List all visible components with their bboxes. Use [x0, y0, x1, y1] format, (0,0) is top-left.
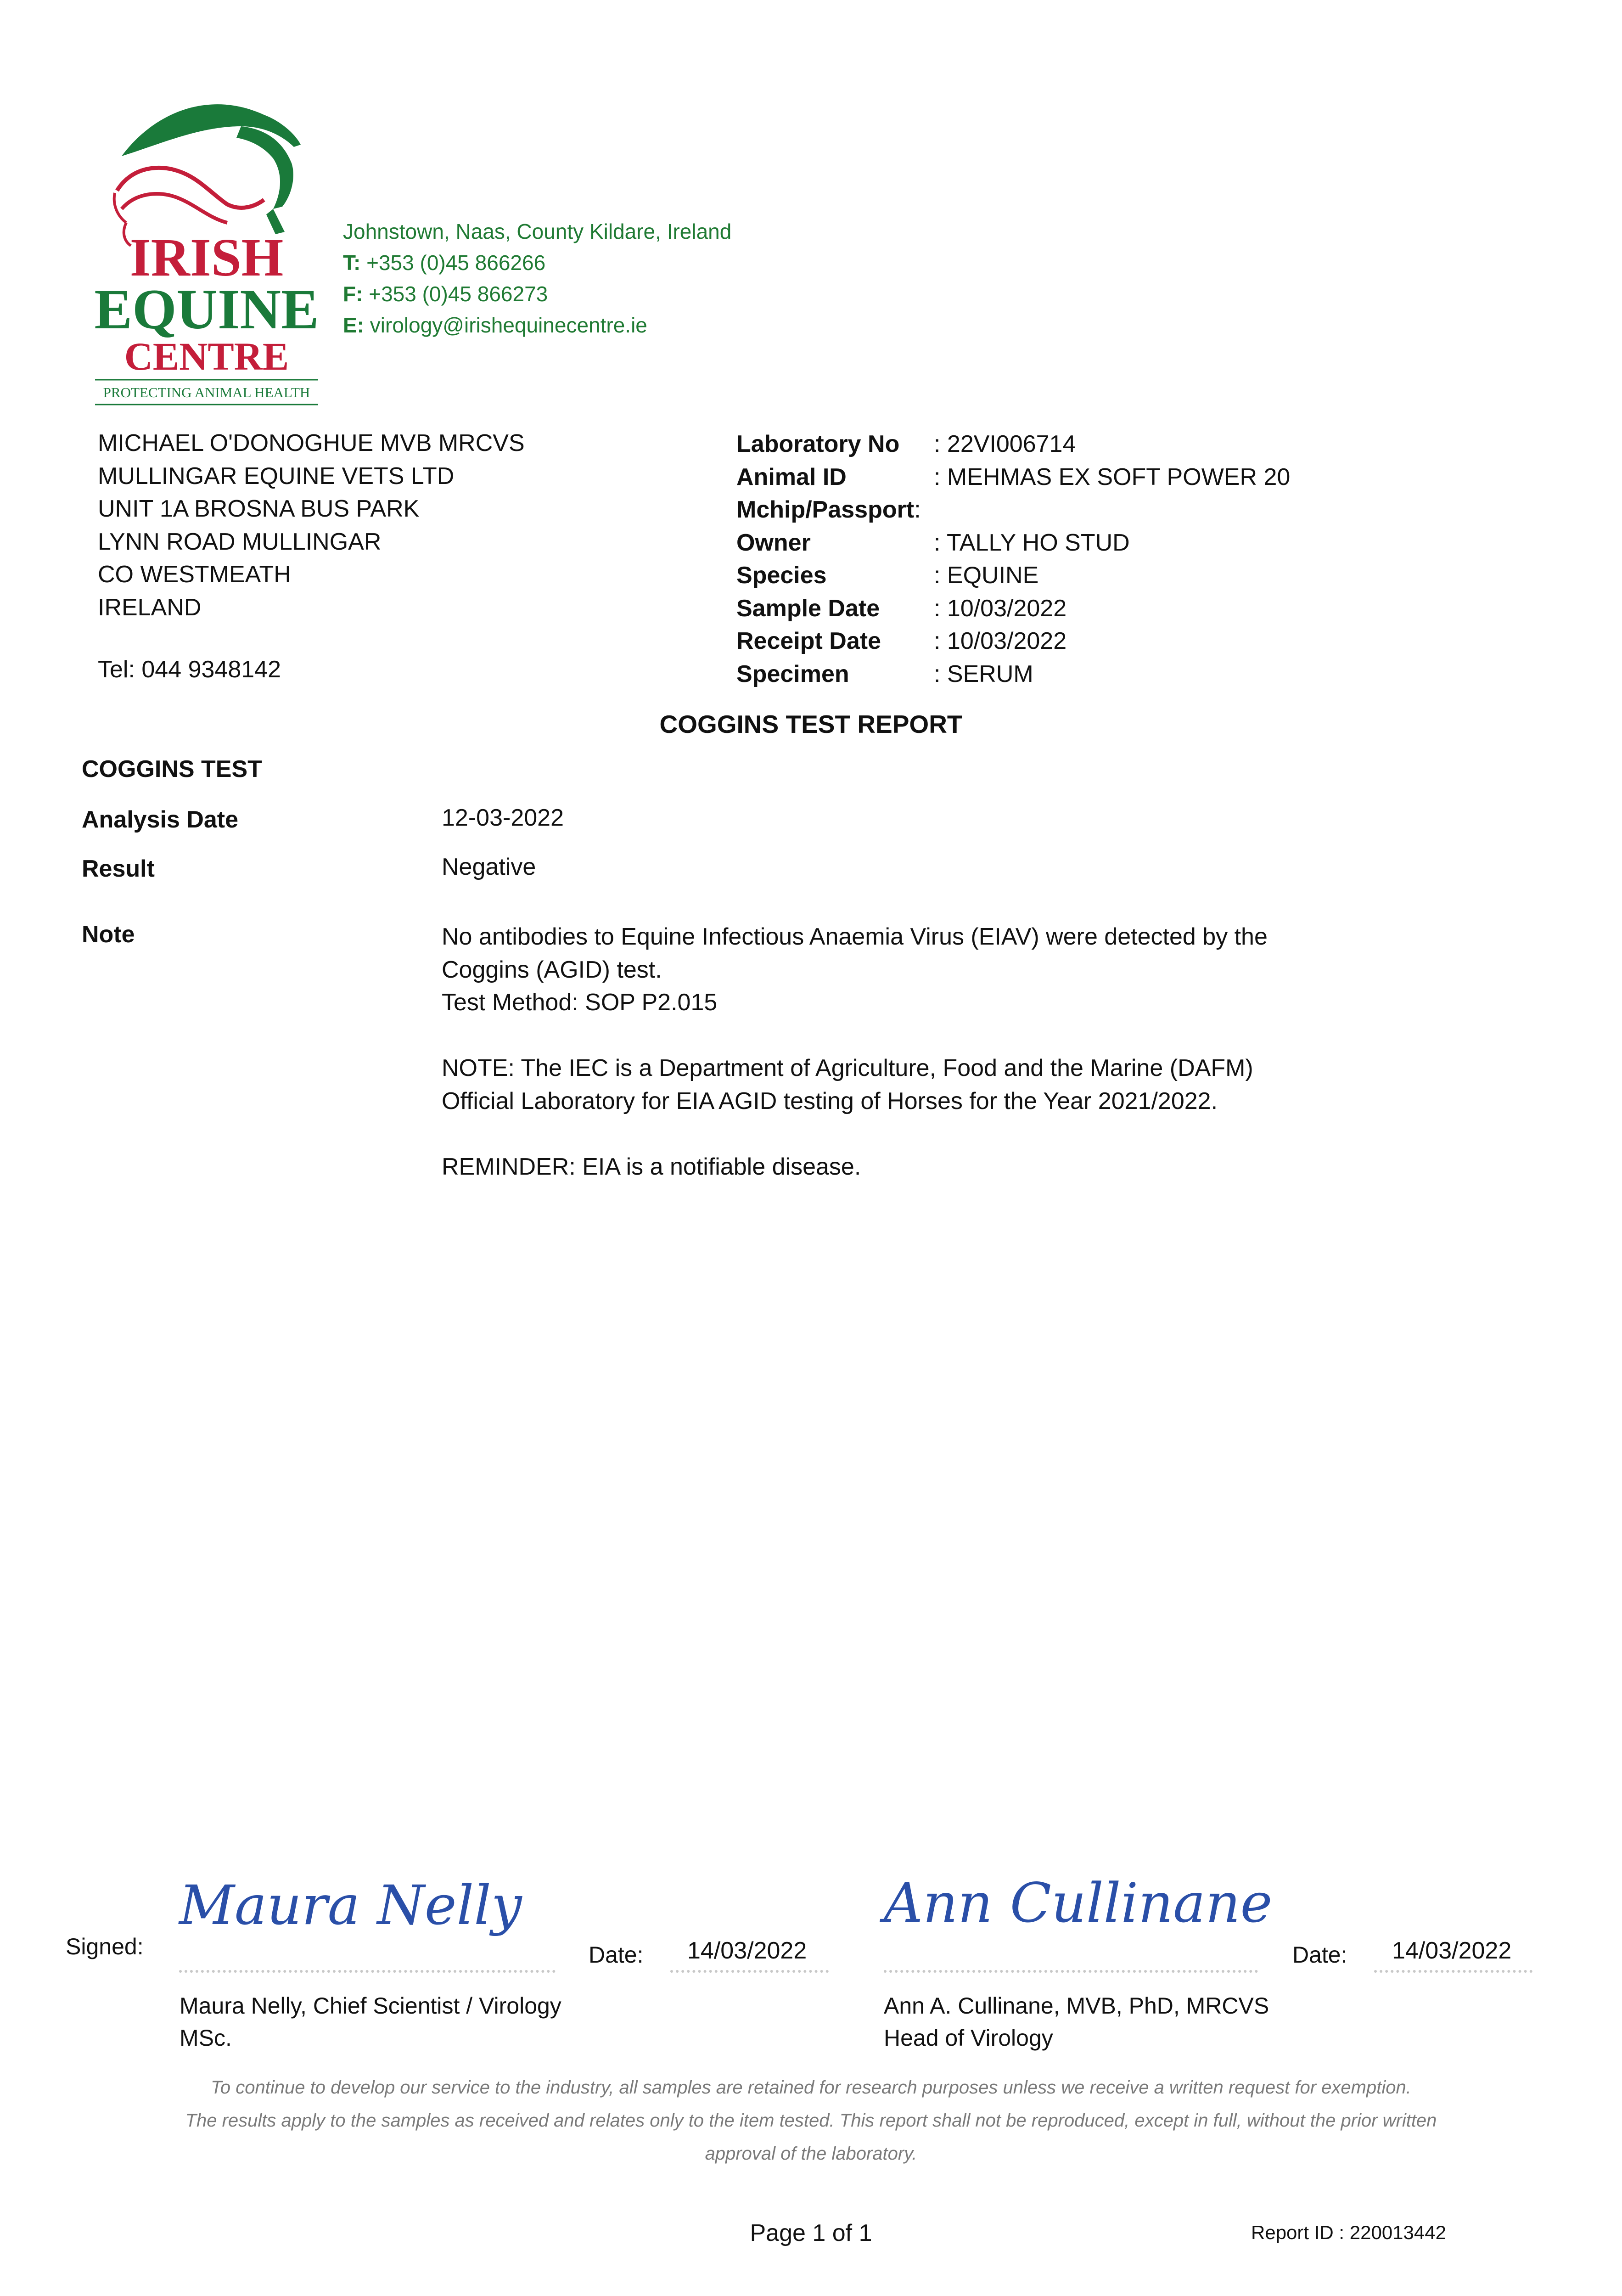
date-label-left: Date: [589, 1942, 644, 1968]
note-line: REMINDER: EIA is a notifiable disease. [442, 1153, 861, 1180]
page-number: Page 1 of 1 [750, 2220, 872, 2246]
signature-line-right [884, 1970, 1258, 1973]
note-line: Test Method: SOP P2.015 [442, 989, 718, 1016]
detail-label: Owner [736, 529, 811, 556]
address-line: IRELAND [98, 594, 202, 621]
logo-tagline: PROTECTING ANIMAL HEALTH [103, 384, 310, 400]
lab-address: Johnstown, Naas, County Kildare, Ireland [343, 219, 732, 243]
note-line: NOTE: The IEC is a Department of Agriculture, Food and the Marine (DAFM) Official Laboratory for EIA AGID testing of Horses for the Year 2021/2022. [442, 1055, 1253, 1114]
note-body [442, 921, 1314, 1216]
detail-value: : 22VI006714 [934, 431, 1076, 457]
result-label: Result [82, 855, 155, 882]
signature-line-left [179, 1970, 556, 1973]
detail-row [736, 428, 1290, 461]
signature-maura-nelly: Maura Nelly [179, 1874, 522, 1937]
analysis-date-label: Analysis Date [82, 806, 239, 833]
detail-label: Sample Date [736, 595, 880, 622]
address-line: LYNN ROAD MULLINGAR [98, 528, 382, 555]
lab-fax: F: +353 (0)45 866273 [343, 282, 548, 306]
footer-disclaimer [138, 2071, 1484, 2170]
note-label: Note [82, 921, 135, 948]
detail-label: Laboratory No [736, 431, 900, 457]
test-heading: COGGINS TEST [82, 756, 262, 782]
detail-value: : 10/03/2022 [934, 595, 1067, 622]
detail-row [736, 625, 1290, 658]
logo-centre-text: CENTRE [124, 334, 289, 378]
detail-value: : EQUINE [934, 562, 1039, 589]
address-line: MICHAEL O'DONOGHUE MVB MRCVS [98, 430, 525, 456]
address-line: UNIT 1A BROSNA BUS PARK [98, 495, 420, 522]
lab-email: E: virology@irishequinecentre.ie [343, 313, 647, 337]
logo-irish-text: IRISH [129, 227, 284, 287]
date-line-right [1374, 1970, 1532, 1973]
date-line-left [670, 1970, 829, 1973]
irish-equine-centre-logo [90, 94, 324, 411]
note-line: No antibodies to Equine Infectious Anaemia Virus (EIAV) were detected by the Coggins (AGID) test. [442, 923, 1268, 983]
detail-value: : MEHMAS EX SOFT POWER 20 [934, 463, 1291, 490]
detail-row [736, 494, 1290, 527]
logo-equine-text: EQUINE [94, 278, 319, 341]
detail-value: : [914, 496, 921, 523]
address-line: MULLINGAR EQUINE VETS LTD [98, 462, 455, 490]
signatory-right [884, 1990, 1269, 2054]
signatory-left-title: MSc. [180, 2025, 232, 2051]
date-label-right: Date: [1292, 1942, 1347, 1968]
signatory-left [180, 1990, 561, 2054]
footer-note-results: The results apply to the samples as received and relates only to the item tested. This report shall not be reproduced, except in full, without the prior written approval of the laboratory. [185, 2110, 1437, 2164]
result-value: Negative [442, 854, 536, 880]
detail-label: Species [736, 562, 827, 589]
horse-logo-icon [90, 94, 324, 411]
signed-label: Signed: [66, 1934, 144, 1959]
detail-label: Mchip/Passport [736, 496, 915, 523]
signatory-right-name: Ann A. Cullinane, MVB, PhD, MRCVS [884, 1993, 1269, 2019]
footer-note-retention: To continue to develop our service to the industry, all samples are retained for research purposes unless we receive a written request for exemption. [211, 2077, 1411, 2098]
detail-label: Specimen [736, 660, 849, 687]
recipient-tel: Tel: 044 9348142 [98, 656, 281, 683]
detail-label: Receipt Date [736, 628, 881, 654]
recipient-address [98, 427, 525, 624]
report-id: Report ID : 220013442 [1251, 2222, 1446, 2243]
detail-row [736, 559, 1290, 592]
signature-ann-cullinane: Ann Cullinane [884, 1871, 1273, 1935]
detail-label: Animal ID [736, 463, 847, 490]
detail-value: : SERUM [934, 660, 1033, 687]
detail-row [736, 592, 1290, 625]
detail-row [736, 461, 1290, 494]
date-value-left: 14/03/2022 [687, 1937, 807, 1964]
address-line: CO WESTMEATH [98, 561, 291, 588]
detail-value: : 10/03/2022 [934, 628, 1067, 654]
detail-row [736, 658, 1290, 691]
detail-value: : TALLY HO STUD [934, 529, 1130, 556]
analysis-date-value: 12-03-2022 [442, 805, 564, 831]
date-value-right: 14/03/2022 [1392, 1937, 1512, 1964]
lab-contact-block [343, 216, 731, 341]
lab-phone: T: +353 (0)45 866266 [343, 251, 546, 275]
detail-row [736, 527, 1290, 560]
sample-details [736, 428, 1290, 691]
signatory-right-title: Head of Virology [884, 2025, 1053, 2051]
report-title: COGGINS TEST REPORT [659, 710, 963, 738]
signatory-left-name: Maura Nelly, Chief Scientist / Virology [180, 1993, 561, 2019]
